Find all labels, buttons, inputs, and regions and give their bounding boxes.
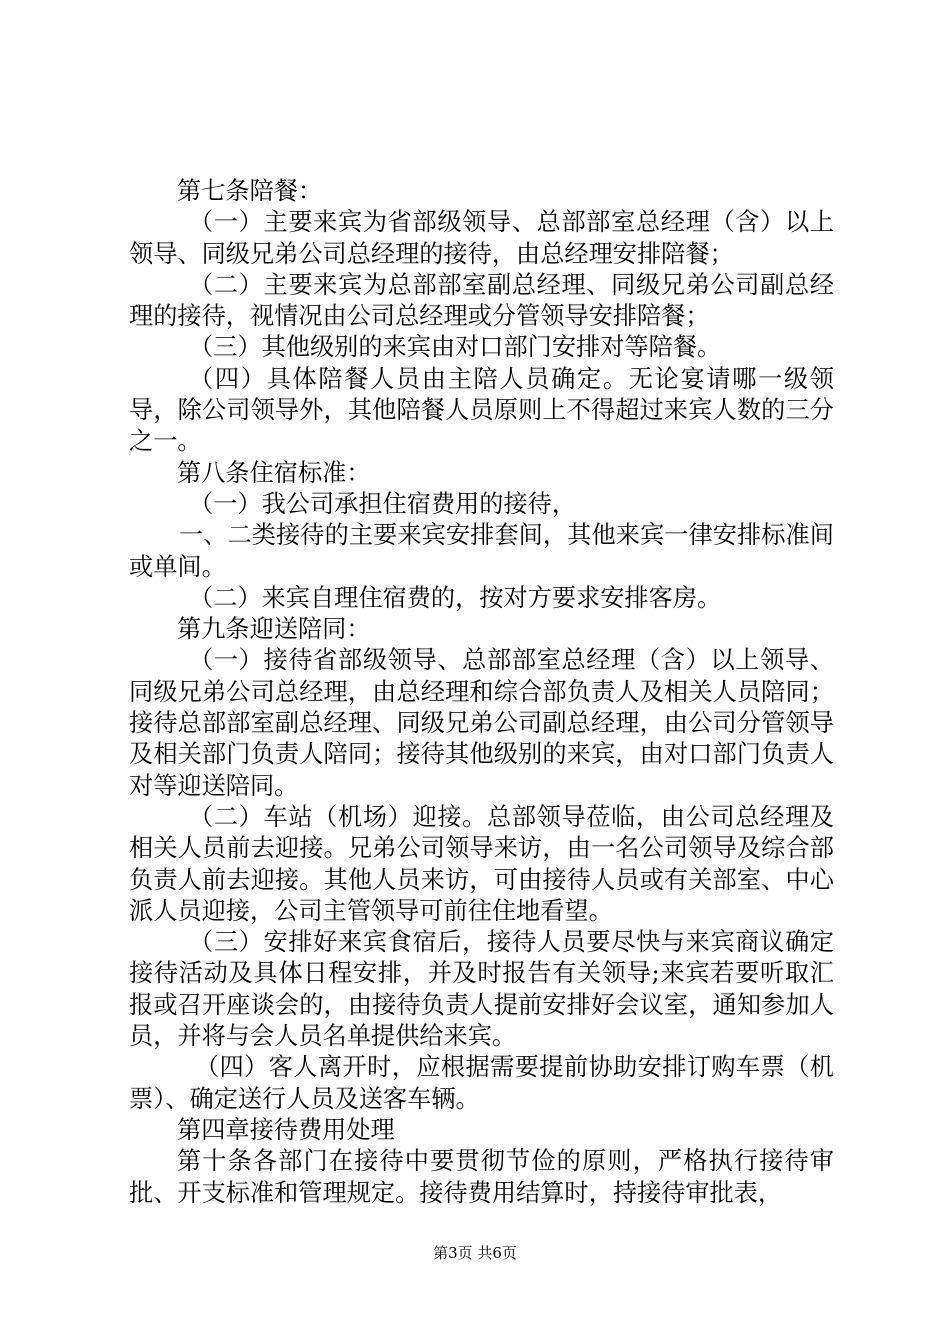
article-10-text: 第十条各部门在接待中要贯彻节俭的原则，严格执行接待审批、开支标准和管理规定。接待费用结算时，持接待审批表，: [129, 1147, 834, 1207]
article-9-item-3: （三）安排好来宾食宿后，接待人员要尽快与来宾商议确定接待活动及具体日程安排，并及时报告有关领导;来宾若要听取汇报或召开座谈会的，由接待负责人提前安排好会议室，通知参加人员，并将与会人员名单提供给来宾。: [129, 928, 834, 1051]
article-9-heading: 第九条迎送陪同：: [177, 615, 371, 644]
article-7-heading: 第七条陪餐：: [177, 177, 323, 205]
article-7-item-3: （三）其他级别的来宾由对口部门安排对等陪餐。: [189, 333, 722, 362]
article-7-item-1: （一）主要来宾为省部级领导、总部部室总经理（含）以上领导、同级兄弟公司总经理的接待，由总经理安排陪餐；: [129, 208, 834, 268]
article-8-item-2: （二）来宾自理住宿费的，按对方要求安排客房。: [189, 583, 722, 612]
article-9-item-4: （四）客人离开时，应根据需要提前协助安排订购车票（机票）、确定送行人员及送客车辆。: [129, 1053, 834, 1113]
article-8-heading: 第八条住宿标准：: [177, 458, 371, 487]
chapter-4-heading: 第四章接待费用处理: [177, 1115, 395, 1144]
article-9-item-1: （一）接待省部级领导、总部部室总经理（含）以上领导、同级兄弟公司总经理，由总经理和综合部负责人及相关人员陪同；接待总部部室副总经理、同级兄弟公司副总经理，由公司分管领导及相关部门负责人陪同；接待其他级别的来宾，由对口部门负责人对等迎送陪同。: [129, 646, 834, 800]
article-9-item-2: （二）车站（机场）迎接。总部领导莅临，由公司总经理及相关人员前去迎接。兄弟公司领导来访，由一名公司领导及综合部负责人前去迎接。其他人员来访，可由接待人员或有关部室、中心派人员迎接，公司主管领导可前往住地看望。: [129, 802, 834, 925]
document-body: [129, 176, 834, 1209]
article-8-item-1-detail: 一、二类接待的主要来宾安排套间，其他来宾一律安排标准间或单间。: [129, 521, 834, 581]
article-8-item-1: （一）我公司承担住宿费用的接待，: [189, 489, 577, 518]
article-7-item-4: （四）具体陪餐人员由主陪人员确定。无论宴请哪一级领导，除公司领导外，其他陪餐人员原则上不得超过来宾人数的三分之一。: [129, 364, 834, 456]
page-footer: 第3页 共6页: [433, 1244, 517, 1262]
article-7-item-2: （二）主要来宾为总部部室副总经理、同级兄弟公司副总经理的接待，视情况由公司总经理或分管领导安排陪餐；: [129, 270, 834, 331]
